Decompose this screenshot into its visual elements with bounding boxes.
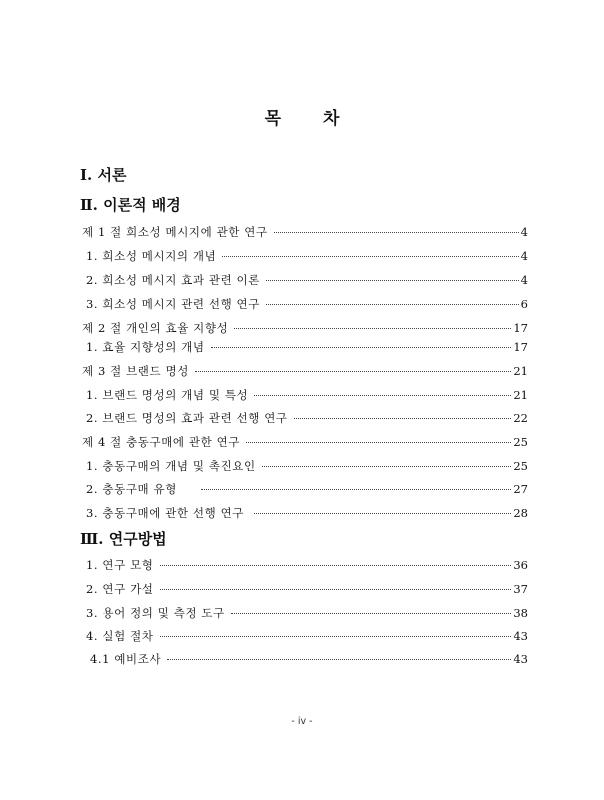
toc-entry-3-1[interactable]: [86, 387, 528, 403]
toc-entry-section-2[interactable]: [82, 320, 528, 336]
toc-entry-page: 37: [513, 582, 528, 596]
toc-entry-label: 1. 연구 모형: [86, 558, 154, 572]
toc-entry-page: 4: [520, 225, 528, 239]
toc-entry-page: 25: [513, 459, 528, 473]
toc-entry-page: 17: [513, 340, 528, 354]
dot-leader: [160, 636, 512, 637]
toc-entry-label: 2. 연구 가설: [86, 582, 154, 596]
chapter-2-heading: Ⅱ. 이론적 배경: [80, 196, 181, 214]
toc-entry-page: 6: [520, 297, 528, 311]
toc-entry-label: 제 1 절 희소성 메시지에 관한 연구: [82, 225, 268, 239]
toc-entry-3-method-2[interactable]: [86, 581, 528, 597]
toc-entry-page: 38: [513, 606, 528, 620]
dot-leader: [195, 371, 511, 372]
toc-entry-page: 28: [513, 506, 528, 520]
toc-entry-4-2[interactable]: [86, 481, 528, 497]
toc-entry-1-3[interactable]: [86, 296, 528, 312]
toc-entry-page: 43: [513, 629, 528, 643]
toc-entry-label: 1. 충동구매의 개념 및 촉진요인: [86, 459, 256, 473]
toc-entry-label: 4. 실험 절차: [86, 629, 154, 643]
dot-leader: [254, 513, 511, 514]
toc-entry-page: 36: [513, 558, 528, 572]
dot-leader: [231, 613, 512, 614]
toc-entry-3-method-4-1[interactable]: [90, 651, 528, 667]
dot-leader: [266, 304, 519, 305]
dot-leader: [246, 442, 511, 443]
toc-entry-3-method-4[interactable]: [86, 628, 528, 644]
toc-entry-section-3[interactable]: [82, 363, 528, 379]
dot-leader: [211, 347, 512, 348]
page-number-footer: - iv -: [291, 716, 313, 727]
dot-leader: [262, 466, 512, 467]
toc-entry-section-1[interactable]: [82, 224, 528, 240]
toc-entry-page: 4: [520, 273, 528, 287]
dot-leader: [274, 232, 519, 233]
toc-entry-page: 22: [513, 411, 528, 425]
toc-entry-label: 2. 희소성 메시지 효과 관련 이론: [86, 273, 260, 287]
toc-entry-label: 1. 희소성 메시지의 개념: [86, 249, 217, 263]
toc-entry-section-4[interactable]: [82, 434, 528, 450]
toc-entry-3-method-1[interactable]: [86, 557, 528, 573]
toc-entry-label: 1. 효율 지향성의 개념: [86, 340, 205, 354]
toc-entry-label: 제 4 절 충동구매에 관한 연구: [82, 435, 240, 449]
toc-entry-page: 21: [513, 388, 528, 402]
toc-entry-label: 2. 충동구매 유형: [86, 482, 177, 496]
dot-leader: [160, 589, 512, 590]
toc-entry-3-2[interactable]: [86, 410, 528, 426]
toc-entry-label: 제 2 절 개인의 효율 지향성: [82, 321, 229, 335]
chapter-3-heading: Ⅲ. 연구방법: [80, 530, 167, 548]
toc-entry-label: 3. 충동구매에 관한 선행 연구: [86, 506, 244, 520]
toc-entry-label: 4.1 예비조사: [90, 652, 162, 666]
dot-leader: [266, 280, 519, 281]
toc-entry-page: 4: [520, 249, 528, 263]
dot-leader: [294, 418, 512, 419]
page-title: 목 차: [264, 109, 358, 129]
toc-entry-page: 43: [513, 652, 528, 666]
dot-leader: [222, 256, 518, 257]
toc-entry-page: 27: [513, 482, 528, 496]
toc-entry-label: 3. 희소성 메시지 관련 선행 연구: [86, 297, 260, 311]
toc-entry-1-2[interactable]: [86, 272, 528, 288]
toc-entry-page: 21: [513, 364, 528, 378]
dot-leader: [234, 328, 511, 329]
toc-entry-label: 1. 브랜드 명성의 개념 및 특성: [86, 388, 249, 402]
toc-entry-2-1[interactable]: [86, 339, 528, 355]
dot-leader: [160, 565, 512, 566]
toc-entry-label: 2. 브랜드 명성의 효과 관련 선행 연구: [86, 411, 288, 425]
toc-entry-label: 3. 용어 정의 및 측정 도구: [86, 606, 225, 620]
toc-entry-1-1[interactable]: [86, 248, 528, 264]
toc-entry-4-3[interactable]: [86, 505, 528, 521]
toc-entry-label: 제 3 절 브랜드 명성: [82, 364, 189, 378]
chapter-1-heading: Ⅰ. 서론: [80, 166, 127, 184]
dot-leader: [167, 659, 511, 660]
toc-entry-4-1[interactable]: [86, 458, 528, 474]
toc-entry-page: 17: [513, 321, 528, 335]
dot-leader: [254, 395, 511, 396]
toc-entry-3-method-3[interactable]: [86, 605, 528, 621]
dot-leader: [201, 489, 511, 490]
toc-entry-page: 25: [513, 435, 528, 449]
